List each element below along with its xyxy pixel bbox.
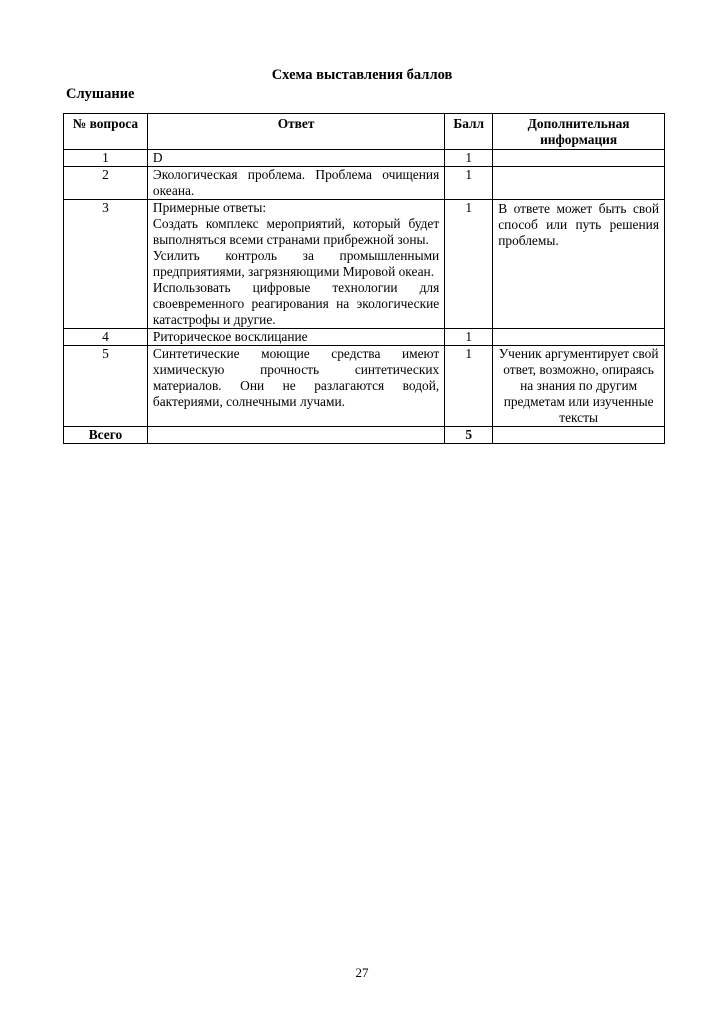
score-cell: 1 bbox=[445, 329, 493, 346]
info-cell: Ученик аргументирует свой ответ, возможно, опираясь на знания по другим предметам или изученные тексты bbox=[493, 346, 665, 427]
header-answer: Ответ bbox=[147, 114, 444, 150]
answer-text: D bbox=[152, 150, 163, 165]
answer-text: Создать комплекс мероприятий, который будет выполняться всеми странами прибрежной зоны. bbox=[152, 216, 440, 247]
table-row bbox=[64, 200, 665, 329]
table-header-row bbox=[64, 114, 665, 150]
document-title: Схема выставления баллов bbox=[271, 67, 453, 83]
table-row bbox=[64, 346, 665, 427]
section-heading: Слушание bbox=[66, 86, 135, 102]
question-number: 1 bbox=[64, 150, 148, 167]
page-number: 27 bbox=[355, 965, 369, 980]
table-row bbox=[64, 167, 665, 200]
info-cell bbox=[493, 150, 665, 167]
total-row bbox=[64, 427, 665, 444]
header-score: Балл bbox=[445, 114, 493, 150]
score-cell: 1 bbox=[445, 346, 493, 427]
score-cell: 1 bbox=[445, 150, 493, 167]
total-score: 5 bbox=[445, 427, 493, 444]
answer-text: Усилить контроль за промышленными предприятиями, загрязняющими Мировой океан. bbox=[152, 248, 440, 279]
question-number: 3 bbox=[64, 200, 148, 329]
total-answer-cell bbox=[147, 427, 444, 444]
header-question-number: № вопроса bbox=[64, 114, 148, 150]
question-number: 5 bbox=[64, 346, 148, 427]
answer-cell bbox=[147, 329, 444, 346]
total-label: Всего bbox=[64, 427, 148, 444]
answer-cell bbox=[147, 150, 444, 167]
answer-text: Риторическое восклицание bbox=[152, 329, 308, 344]
answer-cell bbox=[147, 200, 444, 329]
answer-text: Синтетические моющие средства имеют химическую прочность синтетических материалов. Они не разлагаются водой, бактериями, солнечными лучами. bbox=[152, 346, 440, 409]
answer-text: Использовать цифровые технологии для своевременного реагирования на экологические катастрофы и другие. bbox=[152, 280, 440, 327]
answer-cell bbox=[147, 167, 444, 200]
info-cell: В ответе может быть свой способ или путь решения проблемы. bbox=[493, 200, 665, 329]
total-info-cell bbox=[493, 427, 665, 444]
header-additional-info: Дополнительная информация bbox=[493, 114, 665, 150]
answer-cell bbox=[147, 346, 444, 427]
answer-text: Экологическая проблема. Проблема очищения океана. bbox=[152, 167, 440, 198]
table-row bbox=[64, 150, 665, 167]
question-number: 2 bbox=[64, 167, 148, 200]
info-cell bbox=[493, 329, 665, 346]
question-number: 4 bbox=[64, 329, 148, 346]
scoring-table bbox=[63, 113, 665, 444]
score-cell: 1 bbox=[445, 200, 493, 329]
score-cell: 1 bbox=[445, 167, 493, 200]
info-cell bbox=[493, 167, 665, 200]
table-row bbox=[64, 329, 665, 346]
answer-text: Примерные ответы: bbox=[152, 200, 267, 215]
